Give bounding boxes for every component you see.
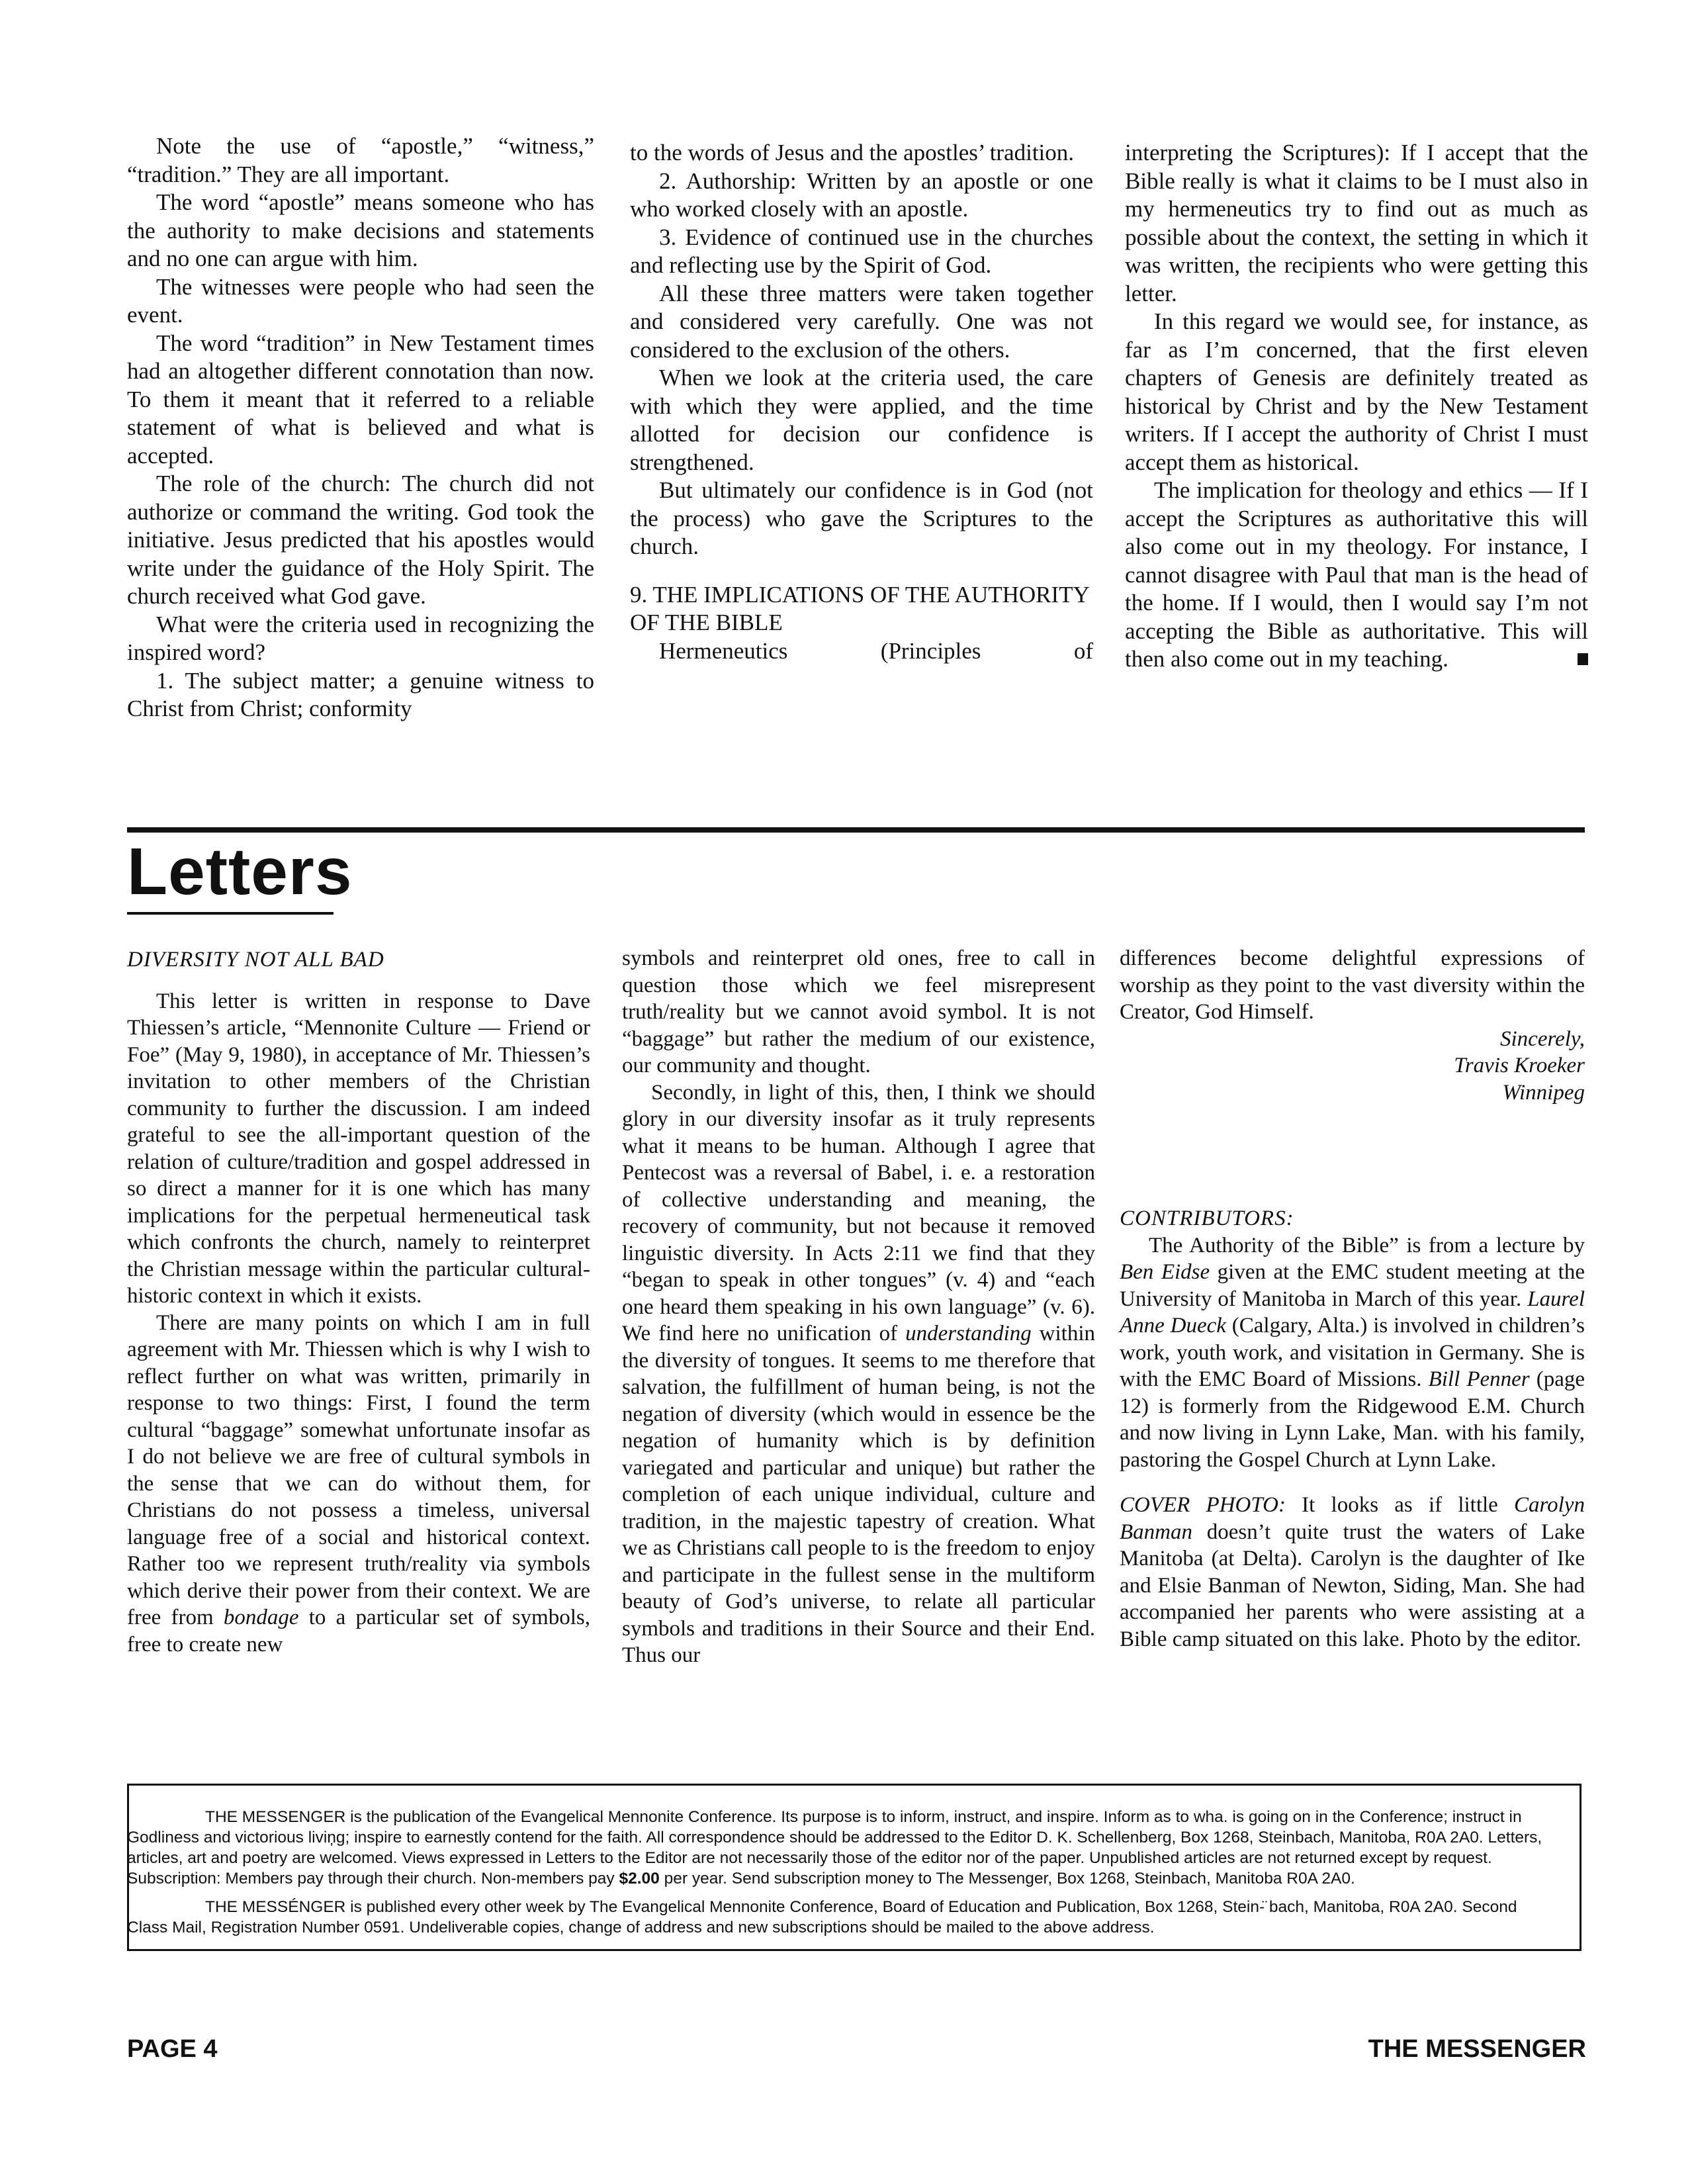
contributors-heading: CONTRIBUTORS: xyxy=(1120,1206,1294,1230)
paragraph: All these three matters were taken together and considered very carefully. One was not considered to the exclusion of the others. xyxy=(630,280,1093,363)
letters-column-2 xyxy=(622,945,1095,1669)
letters-column-1 xyxy=(127,946,590,1658)
paragraph: What were the criteria used in recognizing the inspired word? xyxy=(127,611,594,665)
masthead-paragraph: THE MESSÉNGER is published every other week by The Evangelical Mennonite Conference, Board of Education and Publication, Box 1268, Stein-̈ bach, Manitoba, R0A 2A0. Second Class Mail, Registration Number 0591. Undeliverable copies, change of address and new subscriptions should be mailed to the above address. xyxy=(127,1898,1517,1936)
paragraph: to the words of Jesus and the apostles’ tradition. xyxy=(630,140,1075,165)
paragraph: Note the use of “apostle,” “witness,” “tradition.” They are all important. xyxy=(127,133,594,187)
publication-name: THE MESSENGER xyxy=(1368,2035,1586,2063)
paragraph: 2. Authorship: Written by an apostle or one who worked closely with an apostle. xyxy=(630,167,1093,222)
letters-column-3 xyxy=(1120,945,1585,1653)
paragraph: But ultimately our confidence is in God (not the process) who gave the Scriptures to the church. xyxy=(630,477,1093,559)
article-column-3 xyxy=(1125,139,1588,674)
paragraph xyxy=(1125,477,1588,674)
paragraph: This letter is written in response to Dave Thiessen’s article, “Mennonite Culture — Friend or Foe” (May 9, 1980), in acceptance of Mr. Thiessen’s invitation to other members of the Christian community to further the discussion. I am indeed grateful to see the all-important question of the relation of culture/tradition and gospel addressed in so direct a manner for it is one which has many implications for the perpetual hermeneutical task which confronts the church, namely to reinterpret the Christian message within the particular cultural-historic context in which it exists. xyxy=(127,989,590,1308)
masthead-text xyxy=(127,1807,1550,1946)
section-rule xyxy=(127,827,1585,833)
letter-heading: DIVERSITY NOT ALL BAD xyxy=(127,948,384,972)
paragraph: Hermeneutics (Principles of xyxy=(659,637,1093,664)
section-heading: 9. THE IMPLICATIONS OF THE AUTHORITY OF THE BIBLE xyxy=(630,581,1089,635)
masthead-paragraph: THE MESSENGER is the publication of the Evangelical Mennonite Conference. Its purpose is to inform, instruct, and inspire. Inform as to wha. is going on in the Conference; instruct in Godliness and victorious liviņg; inspire to earnestly contend for the faith. All correspondence should be addressed to the Editor D. K. Schellenberg, Box 1268, Steinbach, Manitoba, R0A 2A0. Letters, articles, art and poetry are welcomed. Views expressed in Letters to the Editor are not necessarily those of the editor nor of the paper. Unpublished articles are not returned except by request. Subscription: Members pay through their church. Non-members pay $2.00 per year. Send subscription money to The Messenger, Box 1268, Steinbach, Manitoba R0A 2A0. xyxy=(127,1808,1542,1888)
contributors-text: The Authority of the Bible” is from a lecture by Ben Eidse given at the EMC student meeting at the University of Manitoba in March of this year. Laurel Anne Dueck (Calgary, Alta.) is involved in children’s work, youth work, and visitation in Germany. She is with the EMC Board of Missions. Bill Penner (page 12) is formerly from the Ridgewood E.M. Church and now living in Lynn Lake, Man. with his family, pastoring the Gospel Church at Lynn Lake. xyxy=(1120,1233,1585,1472)
article-column-2 xyxy=(630,139,1093,665)
paragraph: When we look at the criteria used, the care with which they were applied, and the time allotted for decision our confidence is strengthened. xyxy=(630,365,1093,475)
paragraph: symbols and reinterpret old ones, free to call in question those which we feel misrepresent truth/reality but we cannot avoid symbol. It is not “baggage” but rather the medium of our existence, our community and thought. xyxy=(622,946,1095,1077)
author-name: Travis Kroeker xyxy=(1454,1054,1585,1077)
paragraph: The role of the church: The church did not authorize or command the writing. God took the initiative. Jesus predicted that his apostles would write under the guidance of the Holy Spirit. The church received what God gave. xyxy=(127,471,594,609)
paragraph: The word “tradition” in New Testament times had an altogether different connotation than now. To them it meant that it referred to a reliable statement of what is believed and what is accepted. xyxy=(127,330,594,469)
paragraph: 1. The subject matter; a genuine witness to Christ from Christ; conformity xyxy=(127,667,594,721)
paragraph: The word “apostle” means someone who has the authority to make decisions and statements and no one can argue with him. xyxy=(127,189,594,271)
end-mark-icon xyxy=(1578,653,1588,665)
paragraph: In this regard we would see, for instance, as far as I’m concerned, that the first eleven chapters of Genesis are definitely treated as historical by Christ and by the New Testament writers. If I accept the authority of Christ I must accept them as historical. xyxy=(1125,308,1588,475)
author-location: Winnipeg xyxy=(1502,1080,1585,1105)
paragraph: interpreting the Scriptures): If I accept that the Bible really is what it claims to be I must also in my hermeneutics try to find out as much as possible about the context, the setting in which it was written, the recipients who were getting this letter. xyxy=(1125,140,1588,306)
paragraph: The witnesses were people who had seen the event. xyxy=(127,273,594,328)
article-column-1 xyxy=(127,132,594,723)
paragraph: 3. Evidence of continued use in the churches and reflecting use by the Spirit of God. xyxy=(630,224,1093,278)
title-underline xyxy=(127,912,334,915)
cover-photo-text: COVER PHOTO: It looks as if little Carolyn Banman doesn’t quite trust the waters of Lake Manitoba (at Delta). Carolyn is the daughter of Ike and Elsie Banman of Newton, Siding, Man. She had accompanied her parents who were assisting at a Bible camp situated on this lake. Photo by the editor. xyxy=(1120,1493,1585,1651)
page-number: PAGE 4 xyxy=(127,2035,218,2063)
paragraph: There are many points on which I am in full agreement with Mr. Thiessen which is why I wish to reflect further on what was written, primarily in response to two things: First, I found the term cultural “baggage” somewhat unfortunate insofar as I do not believe we are free of cultural symbols in the sense that we can do without them, for Christians do not possess a timeless, universal language free of a social and historical context. Rather too we represent truth/reality via symbols which derive their power from their context. We are free from bondage to a particular set of symbols, free to create new xyxy=(127,1310,590,1657)
paragraph-text: The implication for theology and ethics — If I accept the Scriptures as authoritative this will also come out in my theology. For instance, I cannot disagree with Paul that man is the head of the home. If I would, then I would say I’m not accepting the Bible as authoritative. This will then also come out in my teaching. xyxy=(1125,477,1588,672)
letters-title: Letters xyxy=(127,835,353,909)
paragraph: differences become delightful expressions of worship as they point to the vast diversity within the Creator, God Himself. xyxy=(1120,946,1585,1024)
paragraph: Secondly, in light of this, then, I think we should glory in our diversity insofar as it truly represents what it means to be human. Although I agree that Pentecost was a reversal of Babel, i. e. a restoration of collective understanding and meaning, the recovery of community, but not because it removed linguistic diversity. In Acts 2:11 we find that they “began to speak in other tongues” (v. 4) and “each one heard them speaking in his own language” (v. 6). We find here no unification of understanding within the diversity of tongues. It seems to me therefore that salvation, the fulfillment of human being, is not the negation of diversity (which would in essence be the negation of humanity which is by definition variegated and particular and unique) but rather the completion of each unique individual, culture and tradition, in the majestic tapestry of creation. What we as Christians call people to is the freedom to enjoy and participate in the fullest sense in the multiform beauty of God’s universe, to relate all particular symbols and traditions in their Source and their End. Thus our xyxy=(622,1080,1095,1667)
signoff: Sincerely, xyxy=(1500,1026,1585,1051)
